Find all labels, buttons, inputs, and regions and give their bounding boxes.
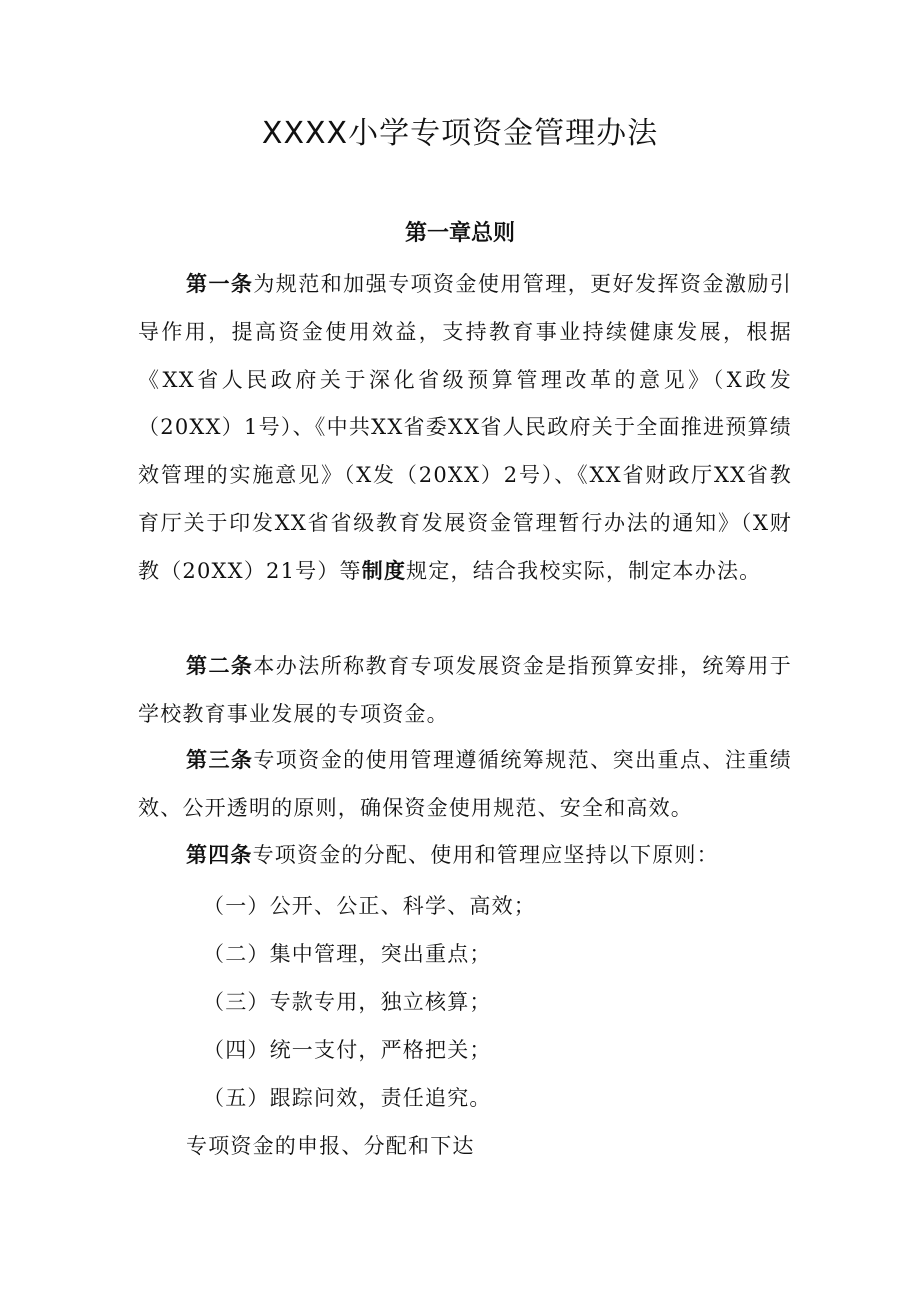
article-4	[138, 832, 792, 880]
section-heading: 专项资金的申报、分配和下达	[186, 1134, 475, 1158]
chapter-heading: 第一章总则	[404, 221, 515, 246]
article-4-label: 第四条	[186, 843, 253, 867]
article-1-text-end: 规定，结合我校实际，制定本办法。	[406, 558, 762, 583]
article-2-label: 第二条	[186, 654, 254, 678]
article-3-label: 第三条	[186, 748, 254, 772]
principle-item: （四）统一支付，严格把关；	[203, 1038, 492, 1062]
article-2-text: 本办法所称教育专项发展资金是指预算安排，统筹用于学校教育事业发展的专项资金。	[138, 654, 792, 726]
article-2	[138, 643, 792, 739]
principle-item: （二）集中管理，突出重点；	[203, 942, 492, 966]
principle-item: （三）专款专用，独立核算；	[203, 990, 492, 1014]
article-1-text: 为规范和加强专项资金使用管理，更好发挥资金激励引导作用，提高资金使用效益，支持教育事业持续健康发展，根据《XX省人民政府关于深化省级预算管理改革的意见》（X政发（20XX）1号）、《中共XX省委XX省人民政府关于全面推进预算绩效管理的实施意见》（X发（20XX）2号）、《XX省财政厅XX省教育厅关于印发XX省省级教育发展资金管理暂行办法的通知》（X财教（20XX）21号）等	[138, 272, 792, 583]
article-1-emphasis: 制度	[361, 558, 407, 583]
article-1-label: 第一条	[186, 272, 254, 296]
article-3	[138, 737, 792, 833]
article-3-text: 专项资金的使用管理遵循统筹规范、突出重点、注重绩效、公开透明的原则，确保资金使用规范、安全和高效。	[138, 748, 792, 820]
article-4-text: 专项资金的分配、使用和管理应坚持以下原则：	[252, 843, 719, 867]
document-title: XXXX小学专项资金管理办法	[261, 116, 659, 151]
principle-item: （五）跟踪问效，责任追究。	[203, 1086, 492, 1110]
principle-item: （一）公开、公正、科学、高效；	[203, 894, 536, 918]
article-1	[138, 261, 792, 596]
